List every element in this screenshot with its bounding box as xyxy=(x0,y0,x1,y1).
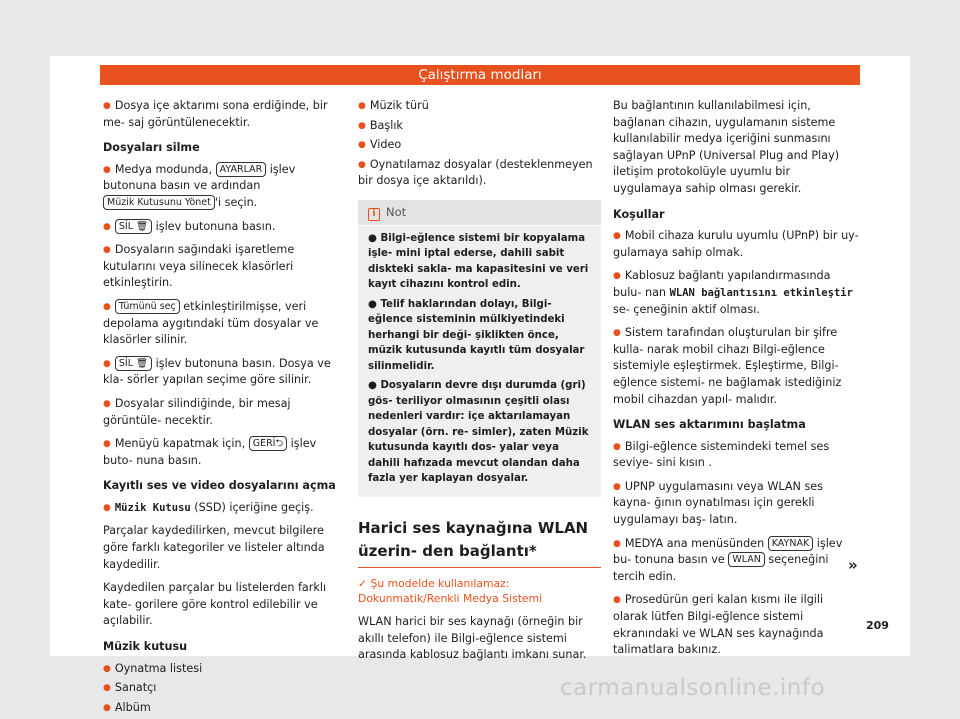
ayarlar-key: AYARLAR xyxy=(216,162,267,177)
bullet-icon: ● xyxy=(103,358,111,369)
list-item: ● SİL 🗑 işlev butonuna basın. xyxy=(103,219,276,233)
list-item: ● SİL 🗑 işlev butonuna basın. Dosya ve kla- sörler yapılan seçime göre silinir. xyxy=(103,356,331,387)
bullet-icon: ● xyxy=(103,683,111,694)
paragraph: WLAN harici bir ses kaynağı (örneğin bir akıllı telefon) ile Bilgi-eğlence sistemi arasında kablosuz bağlantı imkanı sunar. xyxy=(358,614,587,662)
bullet-icon: ● xyxy=(103,301,111,312)
list-item: ● Tümünü seç etkinleştirilmişse, veri depolama aygıtındaki tüm dosyalar ve klasörler silinir. xyxy=(103,299,319,347)
bullet-icon: ● xyxy=(103,221,111,232)
bullet-icon: ● xyxy=(358,101,366,111)
list-item: ● Başlık xyxy=(358,118,403,132)
bullet-icon: ● xyxy=(613,231,621,242)
trash-icon: 🗑 xyxy=(136,220,149,232)
bullet-icon: ● xyxy=(103,439,111,450)
bullet-icon: ● xyxy=(358,120,366,131)
heading-start-wlan: WLAN ses aktarımını başlatma xyxy=(613,418,806,432)
kaynak-key: KAYNAK xyxy=(768,536,813,551)
bullet-icon: ● xyxy=(103,164,111,175)
list-item: ● MEDYA ana menüsünden KAYNAK işlev bu- tonuna basın ve WLAN seçeneğini tercih edin. xyxy=(613,536,843,583)
paragraph: Bu bağlantının kullanılabilmesi için, bağlanan cihazın, uygulamanın sisteme kullanılabilir medya içeriğini sunmasını sağlayan UPnP (Universal Plug and Play) iletişim protokolüyle uyumlu bir uygulamaya sahip olması gerekir. xyxy=(613,99,840,195)
list-item: ● Medya modunda, AYARLAR işlev butonuna basın ve ardından Müzik Kutusunu Yönet 'i seçin. xyxy=(103,162,296,209)
continue-arrow-icon: » xyxy=(848,556,858,574)
section-header: Çalıştırma modları xyxy=(100,65,860,85)
bullet-icon: ● xyxy=(358,140,366,151)
bullet-icon: ● xyxy=(613,595,621,606)
column-middle xyxy=(358,98,601,671)
model-availability-note: ✓ Şu modelde kullanılamaz: Dokunmatik/Renkli Medya Sistemi xyxy=(358,576,543,605)
info-icon: i xyxy=(368,208,380,221)
list-item: ● Kablosuz bağlantı yapılandırmasında bulu- nan WLAN bağlantısını etkinleştir se- çeneğinin aktif olması. xyxy=(613,269,853,316)
sil-key: SİL 🗑 xyxy=(115,356,152,371)
geri-key: GERİ⮌ xyxy=(249,436,287,451)
list-item: ● Albüm xyxy=(103,700,151,714)
list-item: ● Prosedürün geri kalan kısmı ile ilgili olarak lütfen Bilgi-eğlence sistemi ekranındaki ve WLAN ses kaynağında talimatlara bakınız. xyxy=(613,593,824,657)
muzik-kutusu-label: Müzik Kutusu xyxy=(114,501,191,514)
list-item: ● Müzik Kutusu (SSD) içeriğine geçiş. xyxy=(103,500,314,514)
check-icon: ✓ xyxy=(358,576,368,590)
column-left xyxy=(103,98,340,719)
page-number: 209 xyxy=(866,619,889,632)
note-label: Not xyxy=(386,204,407,219)
wlan-section-heading: Harici ses kaynağına WLAN üzerin- den bağlantı* xyxy=(358,505,601,568)
note-header xyxy=(358,200,601,226)
list-item: ● Dosya içe aktarımı sona erdiğinde, bir me- saj görüntülenecektir. xyxy=(103,99,328,129)
list-item: ● Müzik türü xyxy=(358,99,429,112)
trash-icon: 🗑 xyxy=(136,357,149,369)
paragraph: Kaydedilen parçalar bu listelerden farklı kate- gorilere göre kontrol edilebilir ve açılabilir. xyxy=(103,581,327,628)
note-item: ● Bilgi-eğlence sistemi bir kopyalama işle- mini iptal ederse, dahili sabit diskteki sakla- ma kapasitesini ve veri kayıt cihazını kontrol edin. xyxy=(368,232,589,291)
list-item: ● Menüyü kapatmak için, GERİ⮌ işlev buto- nuna basın. xyxy=(103,437,317,467)
bullet-icon: ● xyxy=(358,159,366,170)
list-item: ● Mobil cihaza kurulu uyumlu (UPnP) bir uy- gulamaya sahip olmak. xyxy=(613,229,859,259)
bullet-icon: ● xyxy=(613,538,621,549)
note-body xyxy=(358,226,601,487)
list-item: ● Dosyalar silindiğinde, bir mesaj görüntüle- necektir. xyxy=(103,396,291,427)
muzik-yonet-key: Müzik Kutusunu Yönet xyxy=(103,195,215,210)
wlan-option-label: WLAN bağlantısını etkinleştir xyxy=(669,286,853,299)
list-item: ● Oynatılamaz dosyalar (desteklenmeyen bir dosya içe aktarıldı). xyxy=(358,157,593,188)
list-item: ● Sistem tarafından oluşturulan bir şifre kulla- narak mobil cihazı Bilgi-eğlence sistemiyle eşleştirmek. Eşleştirme, Bilgi-eğlence sistemi- ne bağlamak istediğiniz mobil cihazdan yapıl- malıdır. xyxy=(613,326,842,406)
bullet-icon: ● xyxy=(613,441,621,452)
list-item: ● Bilgi-eğlence sistemindeki temel ses seviye- sini kısın . xyxy=(613,439,830,470)
heading-jukebox: Müzik kutusu xyxy=(103,640,188,654)
tumunu-sec-key: Tümünü seç xyxy=(115,299,180,314)
heading-open-files: Kayıtlı ses ve video dosyalarını açma xyxy=(103,479,336,493)
note-item: ● Telif haklarından dolayı, Bilgi-eğlence sisteminin mülkiyetindeki herhangi bir deği- şiklikten önce, müzik kutusunda kayıtlı tüm dosyalar silinmelidir. xyxy=(368,298,585,372)
column-right xyxy=(613,98,859,666)
bullet-icon: ● xyxy=(613,481,621,492)
note-item: ● Dosyaların devre dışı durumda (gri) gös- teriliyor olmasının çeşitli olası nedenleri vardır: içe aktarılamayan dosyalar (örn. re- simler), zaten Müzik kutusunda kayıtlı dos- yalar veya dahili hafızada mevcut olandan daha fazla yer kaplayan dosyalar. xyxy=(368,380,589,485)
list-item: ● UPNP uygulamasını veya WLAN ses kayna- ğının oynatılması için gerekli uygulamayı baş- latın. xyxy=(613,479,823,527)
bullet-icon: ● xyxy=(613,328,621,339)
bullet-icon: ● xyxy=(103,702,111,713)
heading-conditions: Koşullar xyxy=(613,207,665,221)
heading-delete-files: Dosyaları silme xyxy=(103,141,200,155)
list-item: ● Sanatçı xyxy=(103,681,157,695)
list-item: ● Video xyxy=(358,138,402,152)
bullet-icon: ● xyxy=(103,663,111,674)
sil-key: SİL 🗑 xyxy=(115,219,152,234)
back-arrow-icon: ⮌ xyxy=(275,438,284,450)
bullet-icon: ● xyxy=(103,245,111,256)
list-item: ● Dosyaların sağındaki işaretleme kutularını veya silinecek klasörleri etkinleştirin. xyxy=(103,243,295,290)
watermark: carmanualsonline.info xyxy=(560,675,826,701)
bullet-icon: ● xyxy=(103,101,111,111)
bullet-icon: ● xyxy=(613,271,621,282)
bullet-icon: ● xyxy=(103,502,111,513)
wlan-key: WLAN xyxy=(728,552,765,567)
list-item: ● Oynatma listesi xyxy=(103,661,203,675)
bullet-icon: ● xyxy=(103,398,111,409)
note-box xyxy=(358,200,601,497)
paragraph: Parçalar kaydedilirken, mevcut bilgilere göre farklı kategoriler ve listeler altında kaydedilir. xyxy=(103,524,325,571)
